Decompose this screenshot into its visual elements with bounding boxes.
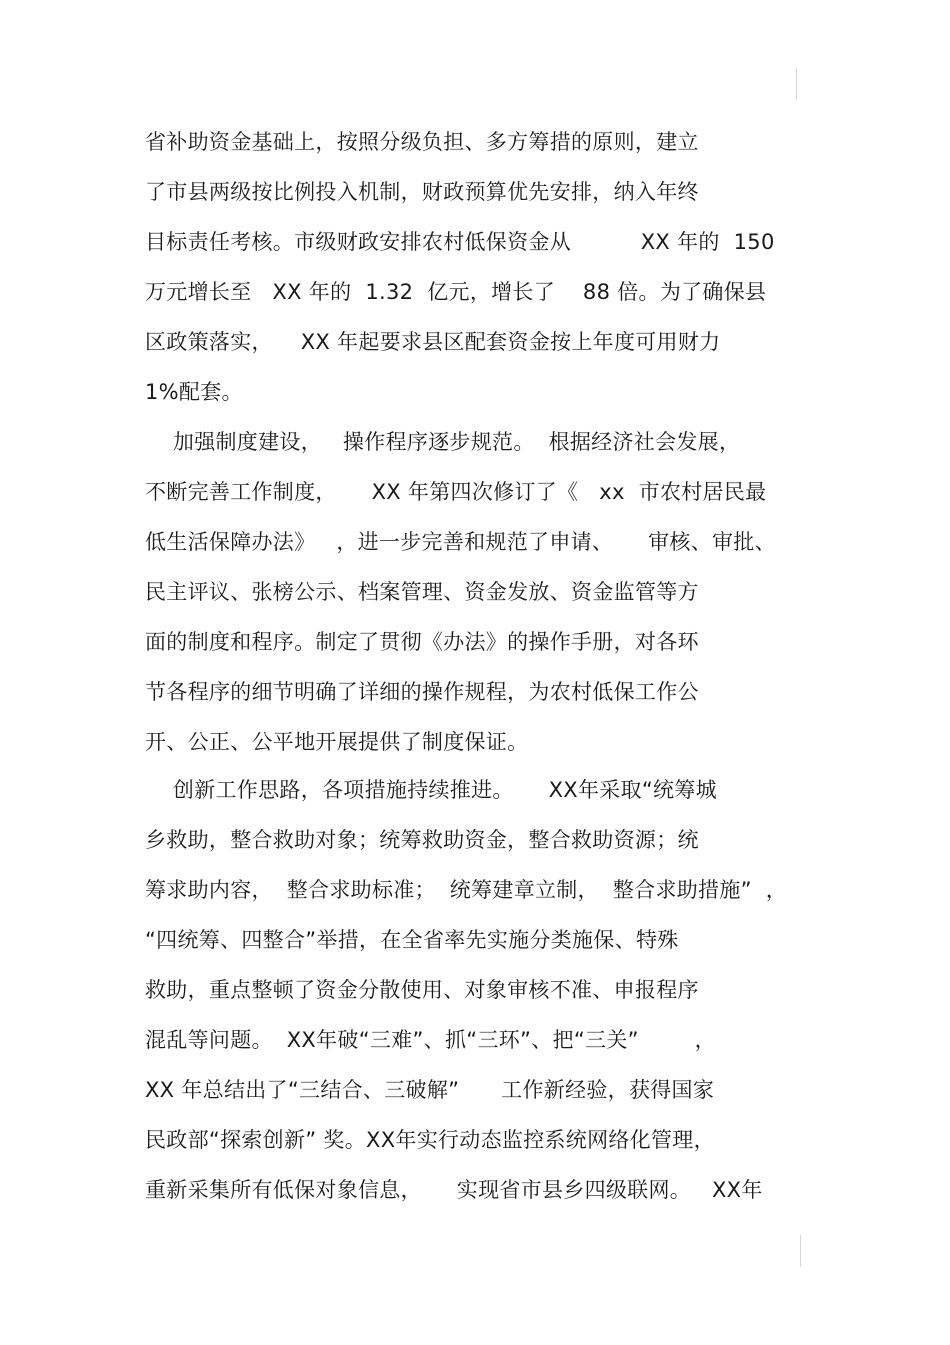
text-line: 区政策落实， XX 年起要求县区配套资金按上年度可用财力: [145, 330, 721, 354]
text-line: 乡救助，整合救助对象；统筹救助资金，整合救助资源；统: [145, 828, 699, 852]
text-line: 节各程序的细节明确了详细的操作规程，为农村低保工作公: [145, 680, 699, 704]
text-line: XX 年总结出了“三结合、三破解” 工作新经验，获得国家: [145, 1078, 715, 1102]
text-line: “四统筹、四整合”举措，在全省率先实施分类施保、特殊: [145, 928, 679, 952]
text-line: 了市县两级按比例投入机制，财政预算优先安排，纳入年终: [145, 180, 699, 204]
text-line: 1%配套。: [145, 380, 243, 404]
text-line: 面的制度和程序。制定了贯彻《办法》的操作手册，对各环: [145, 630, 699, 654]
text-line: 省补助资金基础上，按照分级负担、多方筹措的原则，建立: [145, 130, 699, 154]
paragraph-first-line: 加强制度建设， 操作程序逐步规范。 根据经济社会发展，: [145, 430, 741, 454]
text-line: 不断完善工作制度， XX 年第四次修订了《 xx 市农村居民最: [145, 480, 767, 504]
paragraph-first-line: 创新工作思路，各项措施持续推进。 XX年采取“统筹城: [145, 778, 717, 802]
page-margin-mark: [800, 1235, 801, 1267]
text-line: 开、公正、公平地开展提供了制度保证。: [145, 730, 529, 754]
text-line: 重新采集所有低保对象信息， 实现省市县乡四级联网。 XX年: [145, 1178, 763, 1202]
text-line: 目标责任考核。市级财政安排农村低保资金从 XX 年的 150: [145, 230, 775, 254]
text-line: 民政部“探索创新” 奖。XX年实行动态监控系统网络化管理，: [145, 1128, 715, 1152]
text-line: 筹求助内容， 整合求助标准； 统筹建章立制， 整合求助措施” ，: [145, 878, 788, 902]
page-margin-mark: [796, 68, 797, 100]
text-line: 救助，重点整顿了资金分散使用、对象审核不准、申报程序: [145, 978, 699, 1002]
text-line: 低生活保障办法》 ，进一步完善和规范了申请、 审核、审批、: [145, 530, 776, 554]
text-line: 万元增长至 XX 年的 1.32 亿元，增长了 88 倍。为了确保县: [145, 280, 767, 304]
text-line: 混乱等问题。 XX年破“三难”、抓“三环”、把“三关” ，: [145, 1028, 716, 1052]
text-line: 民主评议、张榜公示、档案管理、资金发放、资金监管等方: [145, 580, 699, 604]
